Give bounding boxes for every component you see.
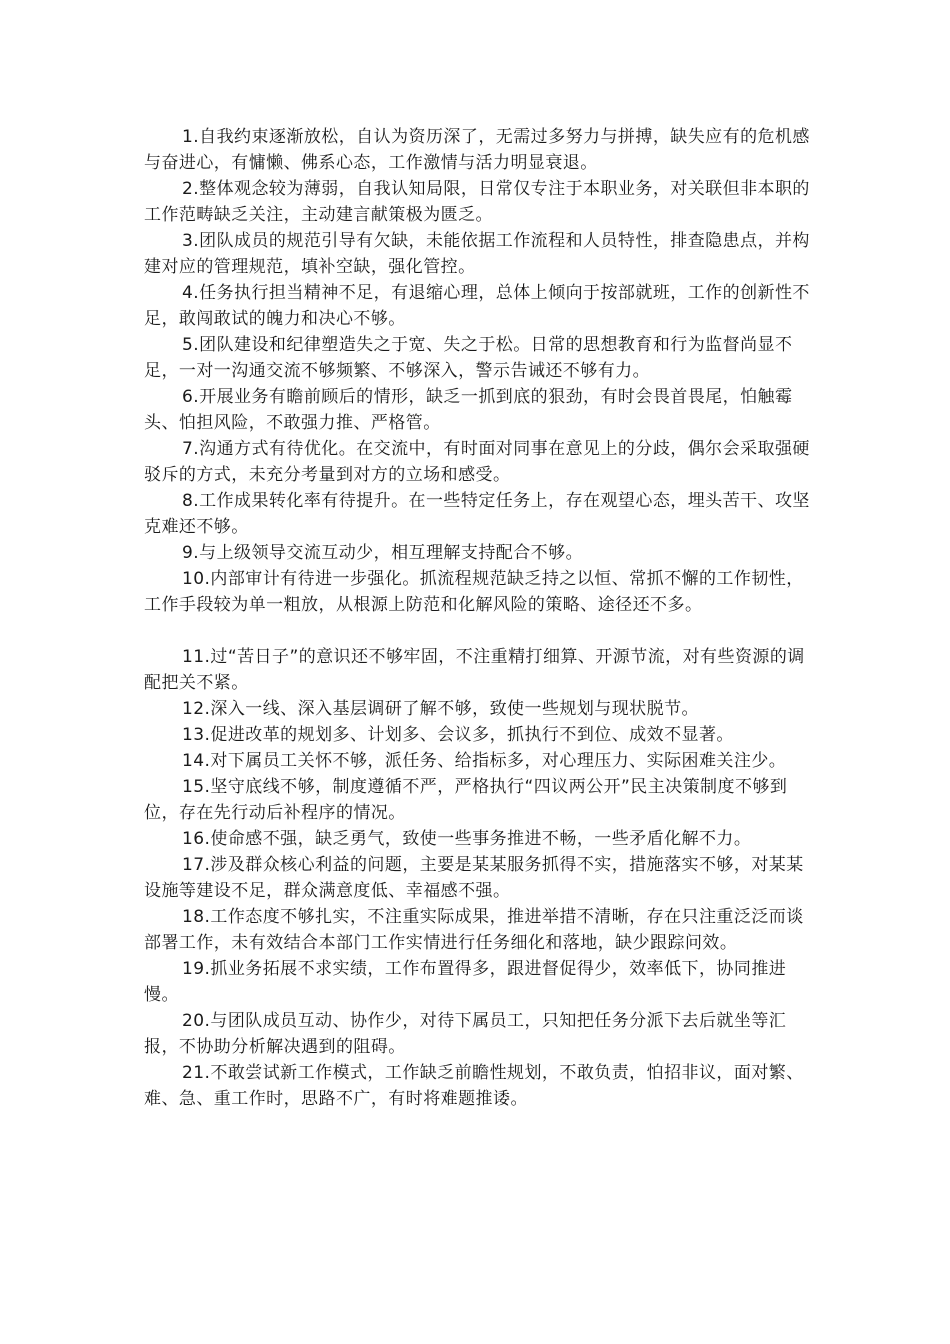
paragraph-21: 21.不敢尝试新工作模式，工作缺乏前瞻性规划，不敢负责，怕招非议，面对繁、难、急、重工作时，思路不广，有时将难题推诿。	[144, 1063, 804, 1109]
paragraph-3: 3.团队成员的规范引导有欠缺，未能依据工作流程和人员特性，排查隐患点，并构建对应的管理规范，填补空缺，强化管控。	[144, 231, 810, 277]
paragraph-16: 16.使命感不强，缺乏勇气，致使一些事务推进不畅，一些矛盾化解不力。	[182, 829, 752, 849]
paragraph-9: 9.与上级领导交流互动少，相互理解支持配合不够。	[182, 543, 584, 563]
paragraph-spacer	[144, 618, 816, 644]
document-body	[144, 124, 816, 1112]
paragraph-11: 11.过“苦日子”的意识还不够牢固，不注重精打细算、开源节流，对有些资源的调配把关不紧。	[144, 647, 805, 693]
paragraph-2: 2.整体观念较为薄弱，自我认知局限，日常仅专注于本职业务，对关联但非本职的工作范畴缺乏关注，主动建言献策极为匮乏。	[144, 179, 810, 225]
paragraph-5: 5.团队建设和纪律塑造失之于宽、失之于松。日常的思想教育和行为监督尚显不足，一对一沟通交流不够频繁、不够深入，警示告诫还不够有力。	[144, 335, 793, 381]
paragraph-19: 19.抓业务拓展不求实绩，工作布置得多，跟进督促得少，效率低下，协同推进慢。	[144, 959, 787, 1005]
paragraph-14: 14.对下属员工关怀不够，派任务、给指标多，对心理压力、实际困难关注少。	[182, 751, 787, 771]
paragraph-4: 4.任务执行担当精神不足，有退缩心理，总体上倾向于按部就班，工作的创新性不足，敢闯敢试的魄力和决心不够。	[144, 283, 810, 329]
paragraph-15: 15.坚守底线不够，制度遵循不严，严格执行“四议两公开”民主决策制度不够到位，存在先行动后补程序的情况。	[144, 777, 788, 823]
paragraph-8: 8.工作成果转化率有待提升。在一些特定任务上，存在观望心态，埋头苦干、攻坚克难还不够。	[144, 491, 810, 537]
paragraph-7: 7.沟通方式有待优化。在交流中，有时面对同事在意见上的分歧，偶尔会采取强硬驳斥的方式，未充分考量到对方的立场和感受。	[144, 439, 810, 485]
paragraph-1: 1.自我约束逐渐放松，自认为资历深了，无需过多努力与拼搏，缺失应有的危机感与奋进心，有慵懒、佛系心态，工作激情与活力明显衰退。	[144, 127, 810, 173]
paragraph-20: 20.与团队成员互动、协作少，对待下属员工，只知把任务分派下去后就坐等汇报，不协助分析解决遇到的阻碍。	[144, 1011, 787, 1057]
paragraph-17: 17.涉及群众核心利益的问题，主要是某某服务抓得不实，措施落实不够，对某某设施等建设不足，群众满意度低、幸福感不强。	[144, 855, 804, 901]
paragraph-12: 12.深入一线、深入基层调研了解不够，致使一些规划与现状脱节。	[182, 699, 699, 719]
paragraph-13: 13.促进改革的规划多、计划多、会议多，抓执行不到位、成效不显著。	[182, 725, 734, 745]
paragraph-6: 6.开展业务有瞻前顾后的情形，缺乏一抓到底的狠劲，有时会畏首畏尾，怕触霉头、怕担风险，不敢强力推、严格管。	[144, 387, 793, 433]
paragraph-10: 10.内部审计有待进一步强化。抓流程规范缺乏持之以恒、常抓不懈的工作韧性，工作手段较为单一粗放，从根源上防范和化解风险的策略、途径还不多。	[144, 569, 804, 615]
paragraph-18: 18.工作态度不够扎实，不注重实际成果，推进举措不清晰，存在只注重泛泛而谈部署工作，未有效结合本部门工作实情进行任务细化和落地，缺少跟踪问效。	[144, 907, 804, 953]
